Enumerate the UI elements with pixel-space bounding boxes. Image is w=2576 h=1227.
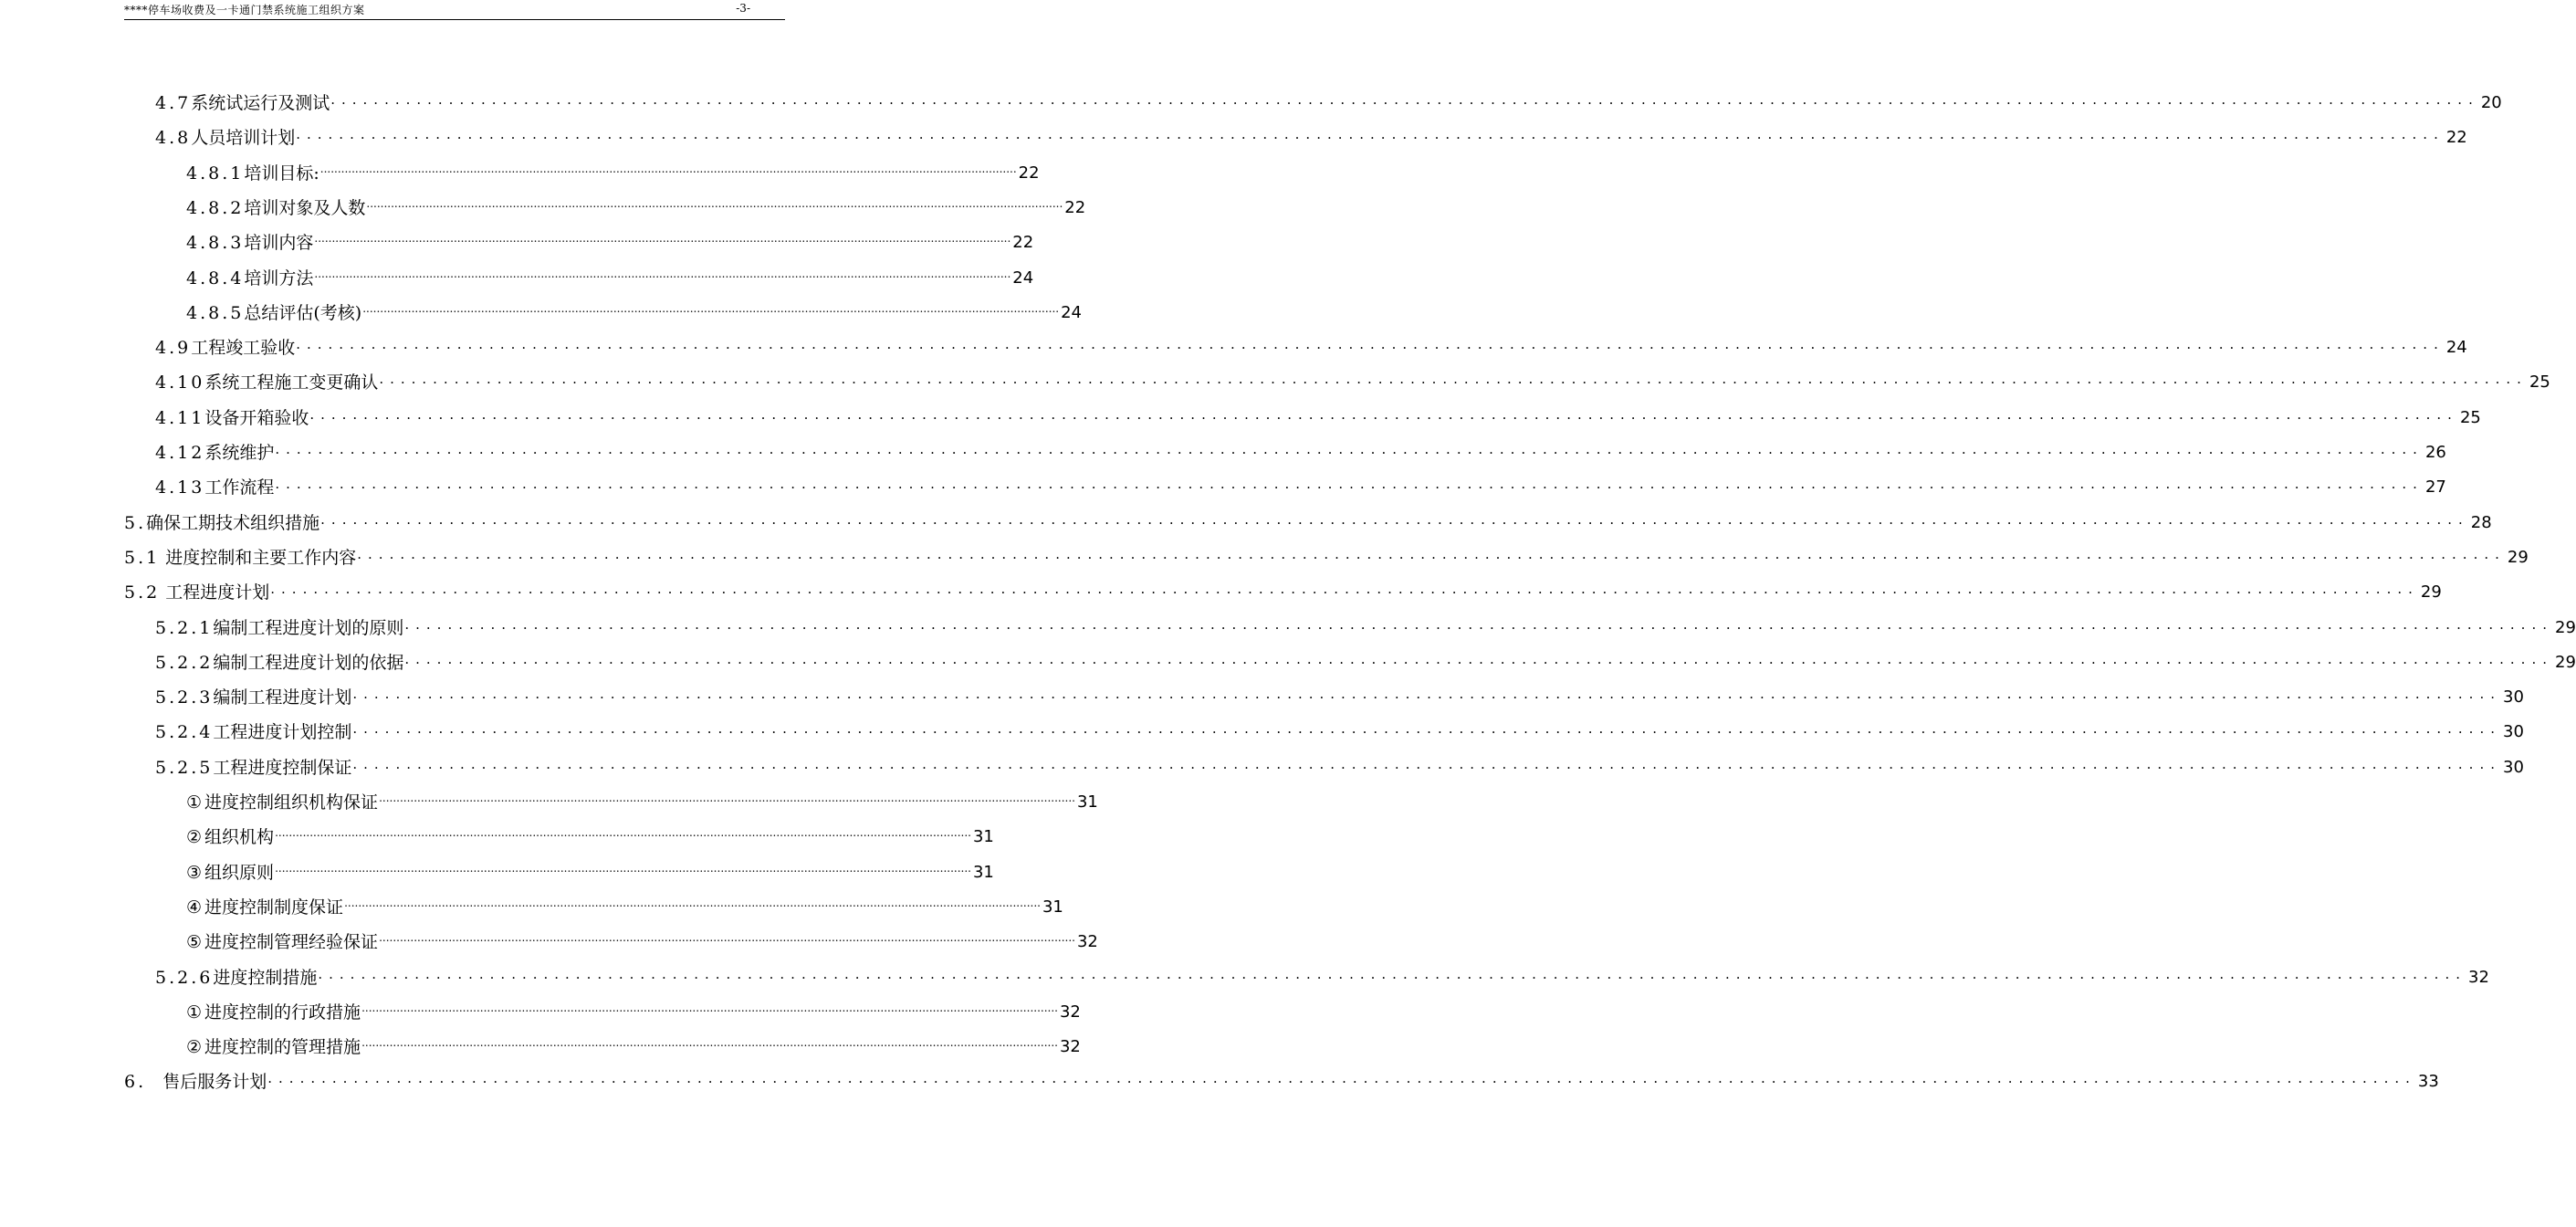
toc-entry-label <box>155 477 275 498</box>
toc-entry-label <box>186 163 320 184</box>
toc-entry[interactable] <box>155 403 2481 428</box>
toc-entry-label <box>186 897 344 918</box>
toc-entry[interactable] <box>186 227 1034 253</box>
toc-entry-number: 5.2.5 <box>155 758 214 778</box>
toc-entry-number: 4.8.3 <box>186 233 245 253</box>
toc-entry-page: 30 <box>2503 722 2524 741</box>
toc-entry-page: 25 <box>2459 408 2481 427</box>
toc-entry-number: ① <box>186 792 205 813</box>
toc-entry-title: 系统维护 <box>204 443 275 463</box>
page-header <box>124 0 785 20</box>
toc-leader-dots: ........................................................................................................................................................................................................ <box>314 267 1011 280</box>
toc-entry-page: 31 <box>1042 897 1063 917</box>
toc-entry-label <box>186 1002 361 1022</box>
toc-leader-dots: ........................................................................................................................................................................................................ <box>361 1036 1058 1049</box>
toc-entry-page: 22 <box>1012 233 1034 252</box>
toc-entry-title: 进度控制组织机构保证 <box>204 792 379 813</box>
toc-entry[interactable] <box>155 752 2524 778</box>
toc-entry[interactable] <box>155 962 2489 988</box>
toc-entry-label <box>155 128 296 148</box>
toc-entry-number: 5.2.3 <box>155 687 214 708</box>
toc-entry-number: 4.8 <box>155 128 192 148</box>
toc-entry-page: 24 <box>1061 303 1082 322</box>
toc-leader-dots: ........................................................................................................................................................................................................ <box>361 1002 1058 1014</box>
toc-entry-number: ① <box>186 1002 205 1022</box>
toc-entry-number: 4.8.5 <box>186 303 245 323</box>
toc-entry-title: 培训目标: <box>244 163 319 184</box>
document-title: ****停车场收费及一卡通门禁系统施工组织方案 <box>124 4 365 16</box>
toc-entry-page: 22 <box>1064 198 1086 217</box>
toc-entry-page: 32 <box>1059 1002 1081 1022</box>
toc-entry-page: 30 <box>2503 758 2524 777</box>
toc-entry-title: 编制工程进度计划 <box>213 687 352 708</box>
toc-entry-title: 进度控制制度保证 <box>204 897 344 918</box>
toc-entry-title: 工程进度控制保证 <box>213 758 352 778</box>
toc-leader-dots: ........................................................................................................................................................................................................ <box>352 720 2501 737</box>
toc-entry-label <box>186 1037 361 1057</box>
toc-entry[interactable] <box>186 298 1082 323</box>
toc-leader-dots: ........................................................................................................................................................................................................ <box>357 546 2506 562</box>
toc-entry-number: 5.2 <box>124 582 161 603</box>
toc-leader-dots: ........................................................................................................................................................................................................ <box>309 406 2458 423</box>
toc-entry-page: 28 <box>2470 513 2492 532</box>
toc-entry[interactable] <box>186 263 1034 288</box>
toc-entry-label <box>186 792 379 813</box>
toc-entry-number: 4.13 <box>155 477 205 498</box>
toc-entry-title: 系统试运行及测试 <box>191 93 330 113</box>
toc-entry-title: 进度控制的管理措施 <box>204 1037 361 1057</box>
toc-leader-dots: ........................................................................................................................................................................................................ <box>366 197 1063 210</box>
toc-entry-title: 工程竣工验收 <box>191 338 296 358</box>
toc-leader-dots: ........................................................................................................................................................................................................ <box>267 1070 2416 1086</box>
toc-leader-dots: ........................................................................................................................................................................................................ <box>275 476 2424 492</box>
toc-entry-page: 29 <box>2507 548 2529 567</box>
toc-entry[interactable] <box>155 682 2524 708</box>
toc-leader-dots: ........................................................................................................................................................................................................ <box>275 862 971 875</box>
toc-entry-label <box>186 863 275 883</box>
toc-leader-dots: ........................................................................................................................................................................................................ <box>296 336 2445 352</box>
toc-entry-title: 人员培训计划 <box>191 128 296 148</box>
toc-leader-dots: ........................................................................................................................................................................................................ <box>270 581 2419 597</box>
toc-entry-label <box>124 582 270 603</box>
toc-entry[interactable] <box>186 927 1098 952</box>
toc-entry-title: 组织原则 <box>204 863 275 883</box>
toc-entry-title: 编制工程进度计划的原则 <box>213 618 404 638</box>
toc-entry-title: 进度控制管理经验保证 <box>204 932 379 952</box>
toc-entry-number: ⑤ <box>186 932 205 952</box>
toc-entry-number: 4.12 <box>155 443 205 463</box>
toc-entry-title: 售后服务计划 <box>146 1072 267 1092</box>
toc-entry-title: 总结评估(考核) <box>244 303 362 323</box>
toc-entry[interactable] <box>155 88 2502 113</box>
toc-entry-number: 4.9 <box>155 338 192 358</box>
toc-entry-page: 29 <box>2555 618 2576 637</box>
toc-entry-label <box>124 1072 267 1092</box>
toc-entry-number: 4.8.2 <box>186 198 245 218</box>
toc-entry-number: 5.2.1 <box>155 618 214 638</box>
toc-entry-number: 6. <box>124 1072 147 1092</box>
toc-entry-page: 24 <box>1012 268 1034 288</box>
toc-entry-title: 确保工期技术组织措施 <box>146 513 320 533</box>
toc-entry-title: 培训对象及人数 <box>244 198 366 218</box>
toc-entry-page: 27 <box>2424 477 2446 497</box>
toc-entry[interactable] <box>124 1066 2439 1092</box>
toc-entry-label <box>155 722 352 742</box>
toc-leader-dots: ........................................................................................................................................................................................................ <box>404 651 2553 667</box>
toc-entry-number: ③ <box>186 863 205 883</box>
toc-entry[interactable] <box>155 647 2576 673</box>
toc-entry-number: 4.11 <box>155 408 205 428</box>
toc-entry-label <box>186 932 379 952</box>
page-marker: -3- <box>736 2 750 15</box>
toc-entry-page: 22 <box>1018 163 1040 183</box>
toc-entry-number: 5.1 <box>124 548 161 568</box>
toc-entry[interactable] <box>186 787 1098 813</box>
toc-entry-number: ④ <box>186 897 205 918</box>
toc-entry-title: 进度控制措施 <box>213 968 318 988</box>
toc-entry[interactable] <box>186 158 1040 184</box>
toc-entry-title: 组织机构 <box>204 827 275 847</box>
toc-leader-dots: ........................................................................................................................................................................................................ <box>314 232 1011 245</box>
toc-entry[interactable] <box>124 542 2529 568</box>
toc-entry-title: 工程进度计划控制 <box>213 722 352 742</box>
toc-entry-number: 4.10 <box>155 372 205 393</box>
toc-entry[interactable] <box>124 508 2492 533</box>
toc-entry-title: 进度控制的行政措施 <box>204 1002 361 1022</box>
toc-entry-label <box>186 233 314 253</box>
toc-leader-dots: ........................................................................................................................................................................................................ <box>352 756 2501 772</box>
toc-entry[interactable] <box>186 193 1086 218</box>
toc-entry-page: 25 <box>2529 372 2550 392</box>
toc-entry-label <box>186 198 366 218</box>
toc-entry-page: 32 <box>1076 932 1098 951</box>
toc-leader-dots: ........................................................................................................................................................................................................ <box>330 91 2479 108</box>
toc-entry-title: 培训方法 <box>244 268 314 288</box>
toc-entry-number: 5. <box>124 513 147 533</box>
toc-entry-number: 4.8.1 <box>186 163 245 184</box>
toc-entry[interactable] <box>155 122 2467 148</box>
toc-entry-title: 设备开箱验收 <box>204 408 309 428</box>
toc-entry-label <box>124 548 357 568</box>
toc-entry-title: 系统工程施工变更确认 <box>204 372 379 393</box>
toc-entry-number: ② <box>186 827 205 847</box>
toc-leader-dots: ........................................................................................................................................................................................................ <box>318 966 2466 982</box>
toc-entry-page: 31 <box>972 863 994 882</box>
toc-entry-number: 5.2.2 <box>155 653 214 673</box>
toc-entry-title: 工作流程 <box>204 477 275 498</box>
toc-entry-page: 32 <box>1059 1037 1081 1056</box>
toc-entry-label <box>155 968 318 988</box>
toc-entry-page: 29 <box>2555 653 2576 672</box>
toc-entry-title: 培训内容 <box>244 233 314 253</box>
toc-entry-page: 32 <box>2468 968 2489 987</box>
toc-entry-page: 30 <box>2503 687 2524 707</box>
toc-leader-dots: ........................................................................................................................................................................................................ <box>379 931 1075 944</box>
toc-leader-dots: ........................................................................................................................................................................................................ <box>404 616 2553 633</box>
toc-entry[interactable] <box>155 437 2446 463</box>
toc-entry-label <box>186 303 362 323</box>
toc-entry-label <box>155 653 404 673</box>
toc-entry-label <box>155 338 296 358</box>
toc-entry-number: 4.8.4 <box>186 268 245 288</box>
toc-entry[interactable] <box>186 822 994 847</box>
toc-entry-label <box>155 372 379 393</box>
toc-entry-page: 31 <box>972 827 994 846</box>
toc-entry-label <box>124 513 320 533</box>
toc-entry-page: 29 <box>2420 582 2442 602</box>
toc-entry-label <box>155 443 275 463</box>
toc-leader-dots: ........................................................................................................................................................................................................ <box>344 897 1041 909</box>
toc-leader-dots: ........................................................................................................................................................................................................ <box>275 826 971 839</box>
toc-leader-dots: ........................................................................................................................................................................................................ <box>296 126 2445 142</box>
toc-leader-dots: ........................................................................................................................................................................................................ <box>379 792 1075 804</box>
toc-entry-title: 工程进度计划 <box>160 582 270 603</box>
toc-leader-dots: ........................................................................................................................................................................................................ <box>319 163 1017 175</box>
toc-entry-page: 22 <box>2445 128 2467 147</box>
toc-entry-number: 5.2.6 <box>155 968 214 988</box>
toc-leader-dots: ........................................................................................................................................................................................................ <box>275 441 2424 457</box>
toc-entry-label <box>155 93 330 113</box>
toc-entry-label <box>155 758 352 778</box>
toc-entry-page: 26 <box>2424 443 2446 462</box>
toc-entry-page: 31 <box>1076 792 1098 812</box>
toc-entry[interactable] <box>155 613 2576 638</box>
toc-entry-page: 33 <box>2417 1072 2439 1091</box>
toc-leader-dots: ........................................................................................................................................................................................................ <box>362 302 1060 315</box>
toc-entry-page: 20 <box>2480 93 2502 112</box>
toc-entry-label <box>155 618 404 638</box>
toc-entry[interactable] <box>186 997 1081 1022</box>
toc-entry[interactable] <box>124 577 2442 603</box>
toc-leader-dots: ........................................................................................................................................................................................................ <box>379 371 2528 387</box>
toc-entry[interactable] <box>186 892 1063 918</box>
toc-entry-label <box>186 827 275 847</box>
toc-entry-number: 5.2.4 <box>155 722 214 742</box>
toc-leader-dots: ........................................................................................................................................................................................................ <box>320 511 2469 528</box>
toc-entry-label <box>186 268 314 288</box>
toc-entry[interactable] <box>155 717 2524 742</box>
toc-entry-title: 编制工程进度计划的依据 <box>213 653 404 673</box>
toc-entry[interactable] <box>155 332 2467 358</box>
toc-entry-number: 4.7 <box>155 93 192 113</box>
toc-entry[interactable] <box>186 857 994 883</box>
toc-entry[interactable] <box>155 367 2550 393</box>
toc-leader-dots: ........................................................................................................................................................................................................ <box>352 686 2501 702</box>
toc-entry[interactable] <box>186 1032 1081 1057</box>
toc-entry-page: 24 <box>2445 338 2467 357</box>
header-divider <box>124 19 785 20</box>
toc-entry-label <box>155 687 352 708</box>
toc-entry-title: 进度控制和主要工作内容 <box>160 548 357 568</box>
toc-entry[interactable] <box>155 472 2446 498</box>
toc-entry-label <box>155 408 309 428</box>
toc-entry-number: ② <box>186 1037 205 1057</box>
